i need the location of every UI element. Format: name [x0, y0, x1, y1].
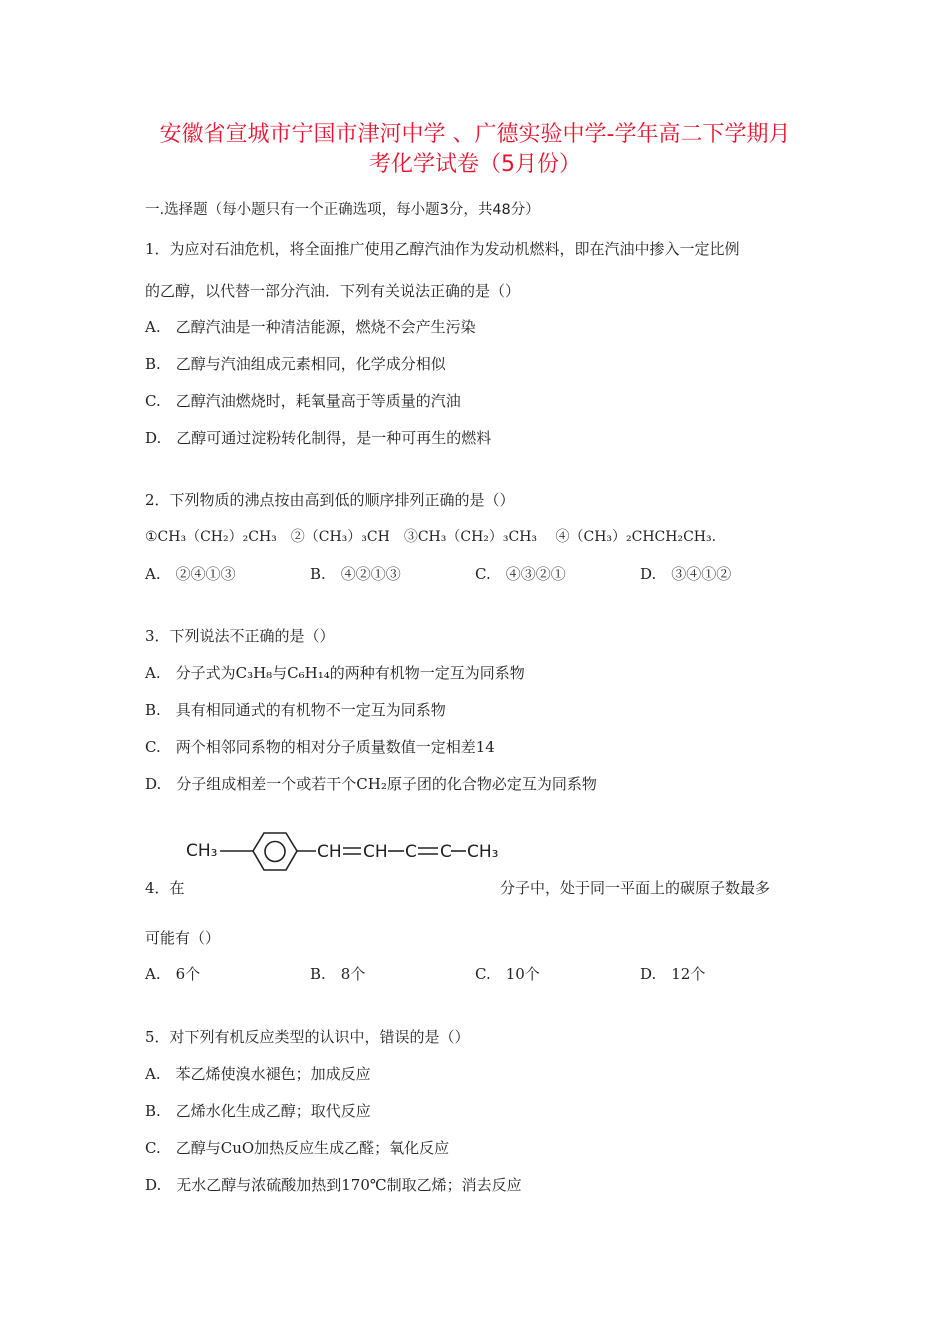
ch-label-1: CH [317, 842, 342, 862]
q1-option-b: B. 乙醇与汽油组成元素相同，化学成分相似 [145, 355, 446, 373]
q2-option-a: A. ②④①③ [145, 565, 236, 583]
q2-option-c: C. ④③②① [475, 565, 566, 583]
q3-stem: 3．下列说法不正确的是（） [145, 627, 335, 645]
q1-stem-line-1: 1．为应对石油危机，将全面推广使用乙醇汽油作为发动机燃料，即在汽油中掺入一定比例 [145, 240, 740, 258]
q3-option-c: C. 两个相邻同系物的相对分子质量数值一定相差14 [145, 738, 495, 756]
q4-option-b: B. 8个 [310, 965, 366, 983]
q3-option-a: A. 分子式为C₃H₈与C₆H₁₄的两种有机物一定互为同系物 [145, 664, 525, 682]
structural-formula-drawing [180, 832, 510, 892]
q2-option-d: D. ③④①② [640, 565, 732, 583]
section-heading: 一.选择题（每小题只有一个正确选项，每小题3分，共48分） [145, 202, 540, 218]
q4-stem-suffix: 分子中，处于同一平面上的碳原子数最多 [500, 879, 771, 897]
q4-option-d: D. 12个 [640, 965, 706, 983]
q3-option-b: B. 具有相同通式的有机物不一定互为同系物 [145, 701, 446, 719]
q5-stem: 5．对下列有机反应类型的认识中，错误的是（） [145, 1028, 470, 1046]
q2-substances: ①CH₃（CH₂）₂CH₃ ②（CH₃）₃CH ③CH₃（CH₂）₃CH₃ ④（CH₃）₂CHCH₂CH₃. [145, 529, 717, 545]
document-title [100, 120, 850, 180]
structural-formula [180, 832, 510, 896]
q1-option-d: D. 乙醇可通过淀粉转化制得，是一种可再生的燃料 [145, 429, 492, 447]
q4-option-c: C. 10个 [475, 965, 540, 983]
q1-option-a: A. 乙醇汽油是一种清洁能源，燃烧不会产生污染 [145, 318, 476, 336]
benzene-inner-circle [265, 842, 285, 862]
ch3-left-label: CH₃ [186, 841, 218, 861]
q2-stem: 2．下列物质的沸点按由高到低的顺序排列正确的是（） [145, 491, 515, 509]
q4-stem-prefix: 4．在 [145, 879, 185, 897]
q5-option-d: D. 无水乙醇与浓硫酸加热到170℃制取乙烯；消去反应 [145, 1176, 522, 1194]
title-line-2: 考化学试卷（5月份） [369, 152, 581, 177]
q2-option-b: B. ④②①③ [310, 565, 401, 583]
q1-option-c: C. 乙醇汽油燃烧时，耗氧量高于等质量的汽油 [145, 392, 461, 410]
ch3-right-label: CH₃ [467, 842, 499, 862]
q4-stem-line-2: 可能有（） [145, 929, 221, 947]
title-line-1: 安徽省宣城市宁国市津河中学 、广德实验中学-学年高二下学期月 [159, 122, 791, 147]
q5-option-c: C. 乙醇与CuO加热反应生成乙醛；氧化反应 [145, 1139, 450, 1157]
q1-stem-line-2: 的乙醇，以代替一部分汽油．下列有关说法正确的是（） [145, 282, 521, 300]
c-label-2: C [440, 842, 452, 862]
q5-option-a: A. 苯乙烯使溴水褪色；加成反应 [145, 1065, 371, 1083]
q5-option-b: B. 乙烯水化生成乙醇；取代反应 [145, 1102, 371, 1120]
q4-option-a: A. 6个 [145, 965, 201, 983]
c-label-1: C [405, 842, 417, 862]
ch-label-2: CH [363, 842, 388, 862]
benzene-ring [253, 833, 297, 870]
q3-option-d: D. 分子组成相差一个或若干个CH₂原子团的化合物必定互为同系物 [145, 775, 597, 793]
